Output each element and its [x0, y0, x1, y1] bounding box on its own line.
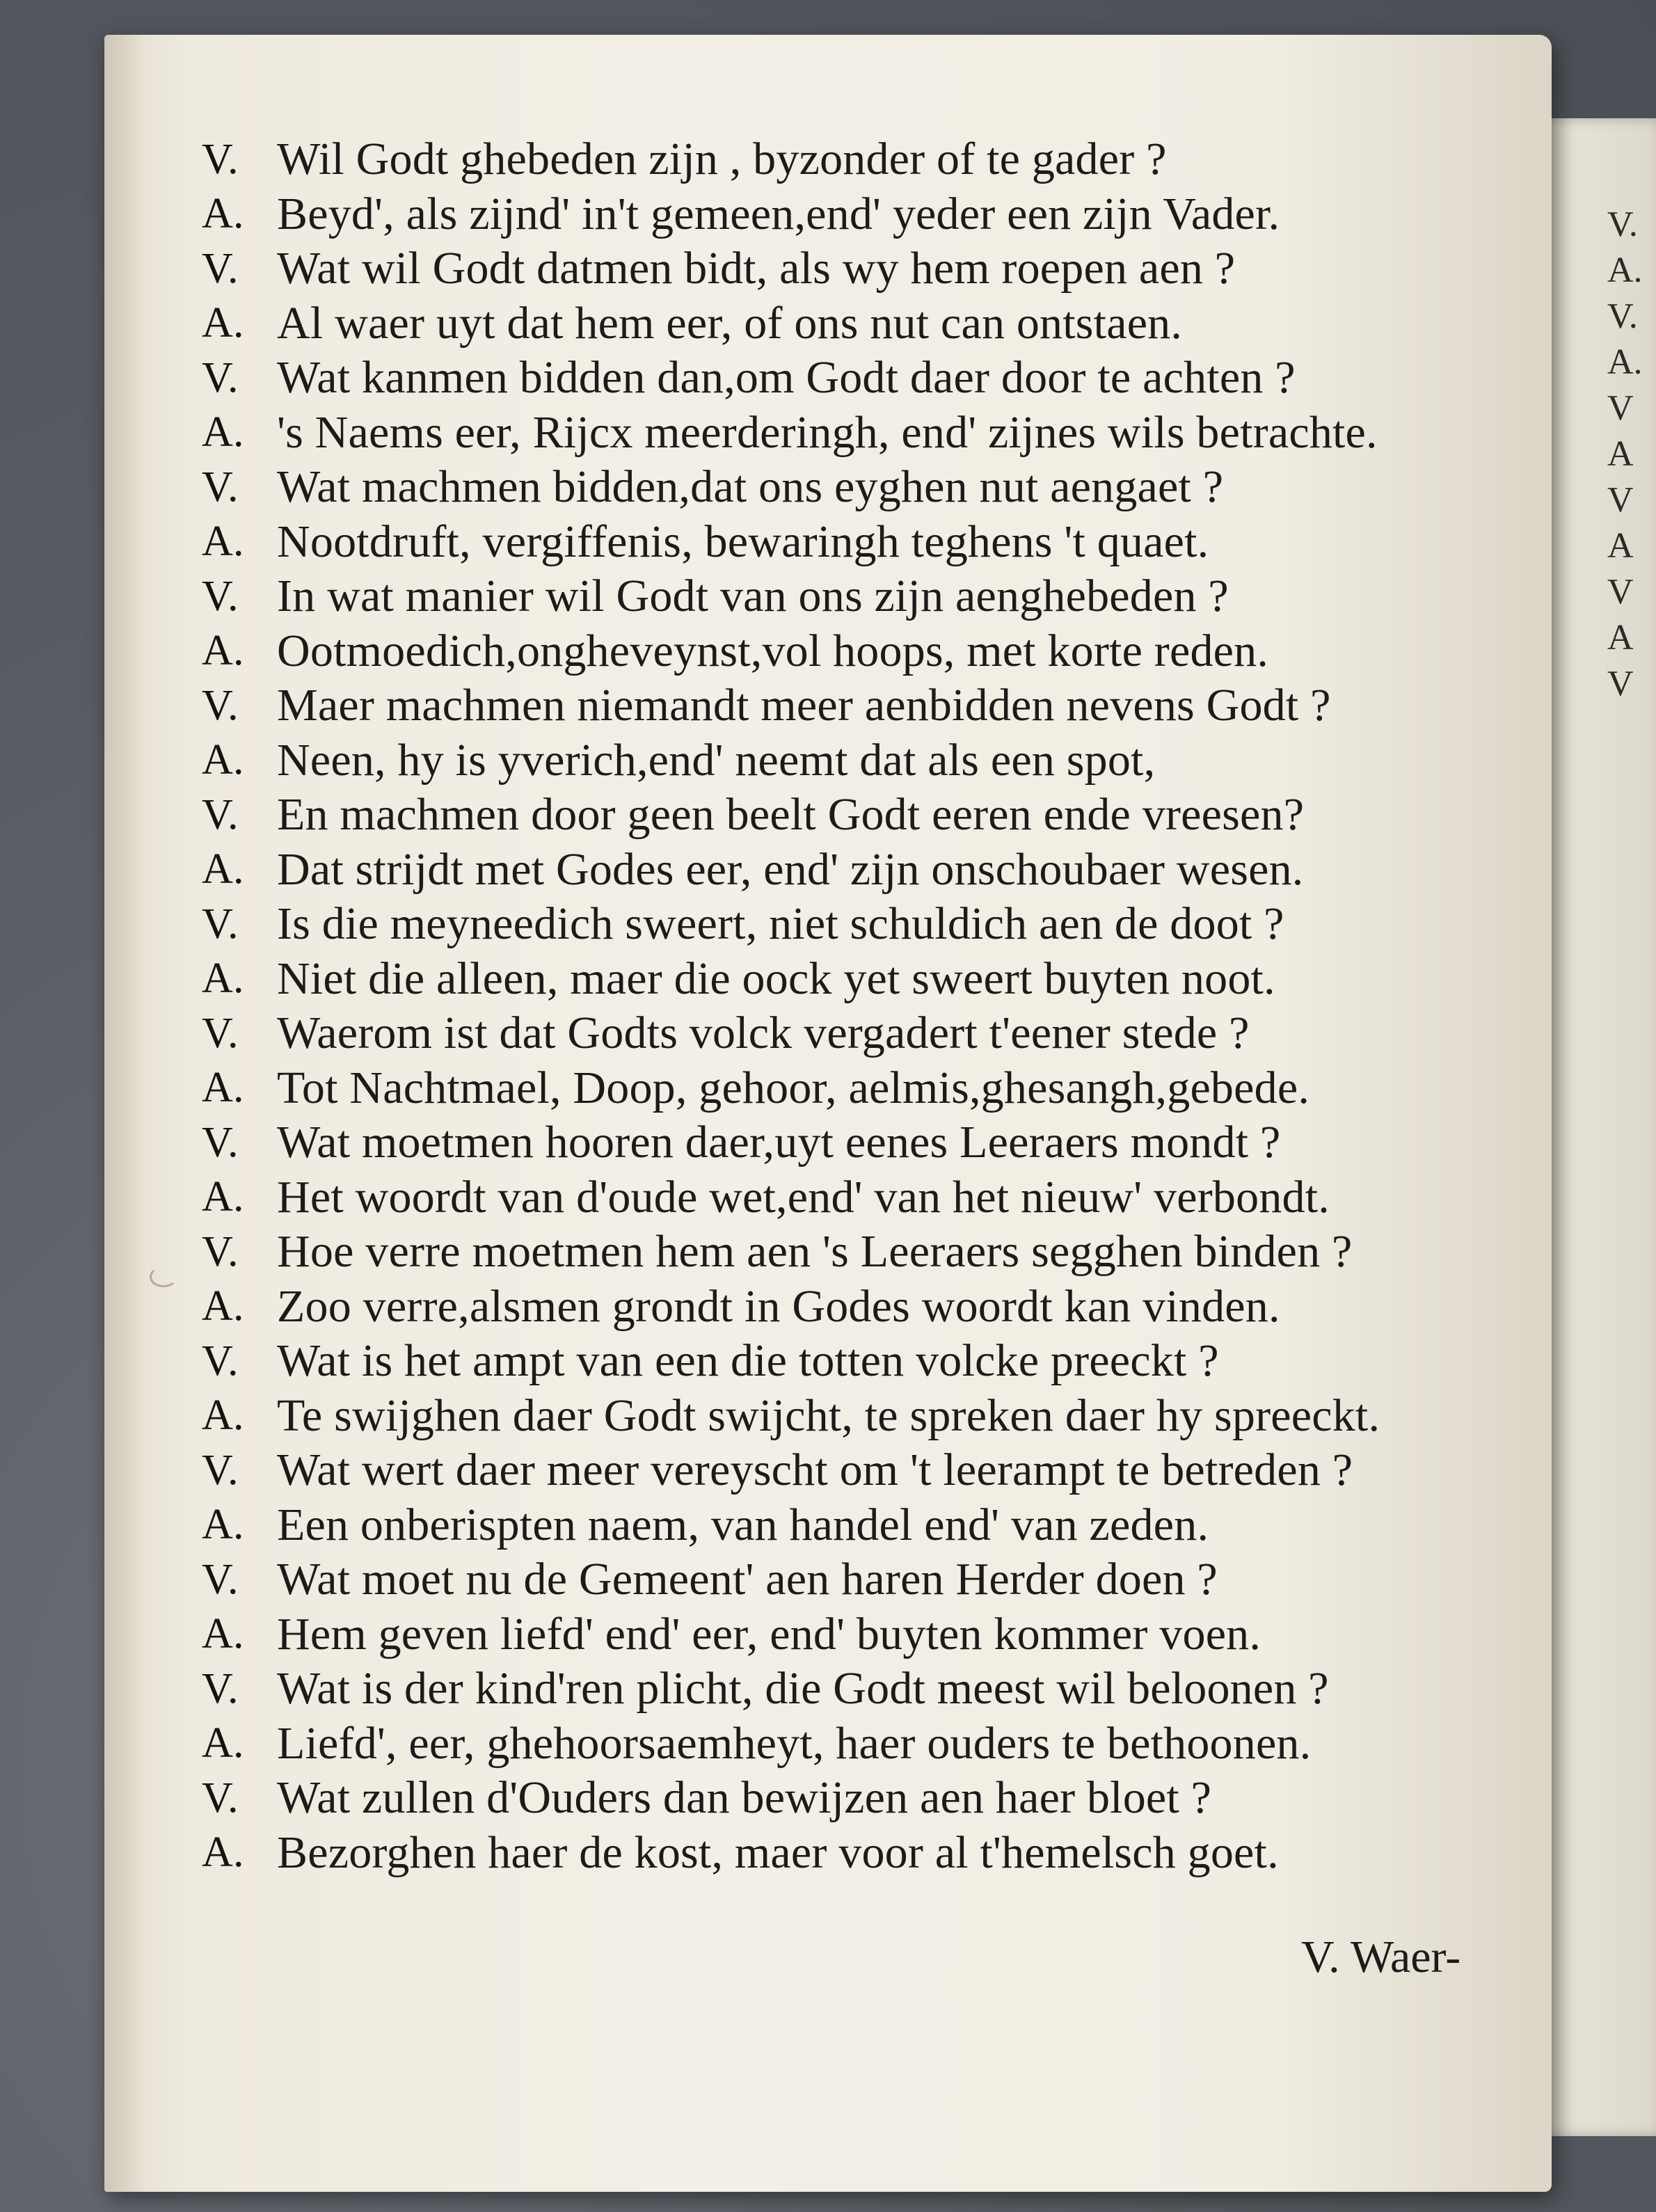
dialogue-line — [202, 569, 1538, 624]
verse-text: Wat wert daer meer vereyscht om 't leerampt te betreden ? — [277, 1445, 1353, 1496]
dialogue-line — [202, 1334, 1538, 1389]
dialogue-line — [202, 678, 1538, 733]
dialogue-line — [202, 1225, 1538, 1280]
verse-text: Niet die alleen, maer die oock yet sweert buyten noot. — [277, 953, 1275, 1004]
verse-text: Wat moet nu de Gemeent' aen haren Herder doen ? — [277, 1554, 1218, 1605]
speaker-mark: V. — [202, 1227, 239, 1275]
speaker-mark: A. — [202, 518, 244, 566]
speaker-mark: V. — [202, 244, 239, 292]
dialogue-line — [202, 1280, 1538, 1335]
verse-text: Liefd', eer, ghehoorsaemheyt, haer ouders te bethoonen. — [277, 1717, 1312, 1769]
facing-page-initial: V. — [1607, 296, 1638, 336]
verse-text: Het woordt van d'oude wet,end' van het nieuw' verbondt. — [277, 1171, 1330, 1223]
dialogue-line — [202, 1061, 1538, 1116]
speaker-mark: A. — [202, 1829, 244, 1877]
dialogue-line — [202, 1115, 1538, 1170]
dialogue-line — [202, 1498, 1538, 1553]
dialogue-line — [202, 843, 1538, 898]
dialogue-line — [202, 1006, 1538, 1061]
facing-page-initial: A. — [1607, 342, 1643, 382]
paper-stain — [150, 1266, 177, 1287]
facing-page-initial: A — [1607, 618, 1634, 658]
dialogue-line — [202, 515, 1538, 570]
dialogue-line — [202, 351, 1538, 406]
verse-text: Al waer uyt dat hem eer, of ons nut can ontstaen. — [277, 297, 1183, 349]
speaker-mark: A. — [202, 1501, 244, 1549]
facing-page-initial: V — [1607, 664, 1634, 703]
speaker-mark: A. — [202, 1610, 244, 1658]
verse-text: Waerom ist dat Godts volck vergadert t'eener stede ? — [277, 1008, 1250, 1059]
facing-page-initial: V — [1607, 480, 1634, 520]
verse-text: Wat wil Godt datmen bidt, als wy hem roepen aen ? — [277, 243, 1236, 294]
speaker-mark: V. — [202, 1009, 239, 1057]
speaker-mark: V. — [202, 353, 239, 401]
dialogue-line — [202, 1389, 1538, 1444]
speaker-mark: A. — [202, 190, 244, 238]
dialogue-line — [202, 241, 1538, 296]
verse-text: Wil Godt ghebeden zijn , byzonder of te gader ? — [277, 134, 1167, 185]
dialogue-line — [202, 406, 1538, 461]
speaker-mark: A. — [202, 955, 244, 1003]
verse-text: Dat strijdt met Godes eer, end' zijn onschoubaer wesen. — [277, 843, 1304, 895]
verse-text: Een onberispten naem, van handel end' van zeden. — [277, 1499, 1209, 1550]
facing-page-initial: V — [1607, 388, 1634, 428]
dialogue-line — [202, 1443, 1538, 1498]
verse-text: Wat machmen bidden,dat ons eyghen nut aengaet ? — [277, 461, 1224, 513]
speaker-mark: A. — [202, 1173, 244, 1221]
verse-text: Wat zullen d'Ouders dan bewijzen aen haer bloet ? — [277, 1772, 1212, 1824]
verse-text: Neen, hy is yverich,end' neemt dat als een spot, — [277, 734, 1156, 786]
verse-text: 's Naems eer, Rijcx meerderingh, end' zijnes wils betrachte. — [277, 406, 1378, 458]
speaker-mark: V. — [202, 1446, 239, 1494]
verse-text: Maer machmen niemandt meer aenbidden nevens Godt ? — [277, 680, 1331, 731]
speaker-mark: V. — [202, 1118, 239, 1166]
dialogue-line — [202, 952, 1538, 1007]
speaker-mark: A. — [202, 1064, 244, 1112]
verse-text: Wat is het ampt van een die totten volcke preeckt ? — [277, 1335, 1219, 1387]
facing-page-initial: A — [1607, 434, 1634, 474]
dialogue-line — [202, 897, 1538, 952]
speaker-mark: V. — [202, 463, 239, 511]
dialogue-line — [202, 187, 1538, 242]
verse-text: Te swijghen daer Godt swijcht, te spreken daer hy spreeckt. — [277, 1390, 1380, 1441]
speaker-mark: V. — [202, 1337, 239, 1385]
verse-text: Bezorghen haer de kost, maer voor al t'hemelsch goet. — [277, 1827, 1279, 1878]
verse-text: In wat manier wil Godt van ons zijn aenghebeden ? — [277, 571, 1229, 622]
verse-text: Wat moetmen hooren daer,uyt eenes Leeraers mondt ? — [277, 1117, 1281, 1168]
facing-page-initial: V. — [1607, 205, 1638, 244]
verse-text: Hoe verre moetmen hem aen 's Leeraers segghen binden ? — [277, 1226, 1353, 1278]
facing-page-initials — [1607, 202, 1649, 707]
speaker-mark: V. — [202, 135, 239, 183]
dialogue-line — [202, 296, 1538, 351]
dialogue-line — [202, 788, 1538, 843]
speaker-mark: A. — [202, 845, 244, 893]
speaker-mark: V. — [202, 681, 239, 729]
dialogue-line — [202, 1607, 1538, 1662]
verse-text: Wat kanmen bidden dan,om Godt daer door te achten ? — [277, 352, 1296, 404]
dialogue-line — [202, 733, 1538, 788]
speaker-mark: A. — [202, 627, 244, 675]
dialogue-line — [202, 1717, 1538, 1772]
speaker-mark: V. — [202, 1774, 239, 1822]
page-gutter-shadow — [104, 35, 146, 2192]
speaker-mark: V. — [202, 790, 239, 838]
speaker-mark: V. — [202, 1664, 239, 1712]
facing-page-initial: V — [1607, 572, 1634, 612]
speaker-mark: A. — [202, 736, 244, 784]
speaker-mark: A. — [202, 299, 244, 347]
verse-text: Tot Nachtmael, Doop, gehoor, aelmis,ghesangh,gebede. — [277, 1062, 1310, 1113]
dialogue-line — [202, 132, 1538, 187]
verse-text: Is die meyneedich sweert, niet schuldich aen de doot ? — [277, 898, 1284, 950]
facing-page-initial: A — [1607, 526, 1634, 566]
speaker-mark: A. — [202, 1392, 244, 1440]
dialogue-line — [202, 460, 1538, 515]
verse-text: Zoo verre,alsmen grondt in Godes woordt kan vinden. — [277, 1280, 1280, 1332]
catchword: V. Waer- — [1301, 1932, 1461, 1982]
dialogue-line — [202, 1771, 1538, 1826]
speaker-mark: A. — [202, 408, 244, 456]
verse-text: En machmen door geen beelt Godt eeren ende vreesen? — [277, 789, 1305, 841]
verse-text: Hem geven liefd' end' eer, end' buyten kommer voen. — [277, 1608, 1261, 1660]
dialogue-line — [202, 1170, 1538, 1225]
verse-text: Ootmoedich,ongheveynst,vol hoops, met korte reden. — [277, 625, 1269, 676]
speaker-mark: V. — [202, 1555, 239, 1603]
verse-text: Nootdruft, vergiffenis, bewaringh teghens 't quaet. — [277, 516, 1209, 567]
speaker-mark: V. — [202, 572, 239, 620]
dialogue-line — [202, 1826, 1538, 1881]
speaker-mark: V. — [202, 900, 239, 948]
dialogue-text-block — [202, 132, 1538, 1880]
dialogue-line — [202, 1662, 1538, 1717]
dialogue-line — [202, 624, 1538, 679]
facing-page-initial: A. — [1607, 250, 1643, 290]
dialogue-line — [202, 1552, 1538, 1607]
speaker-mark: A. — [202, 1719, 244, 1767]
verse-text: Beyd', als zijnd' in't gemeen,end' yeder een zijn Vader. — [277, 188, 1280, 239]
verse-text: Wat is der kind'ren plicht, die Godt meest wil beloonen ? — [277, 1663, 1329, 1714]
speaker-mark: A. — [202, 1282, 244, 1330]
